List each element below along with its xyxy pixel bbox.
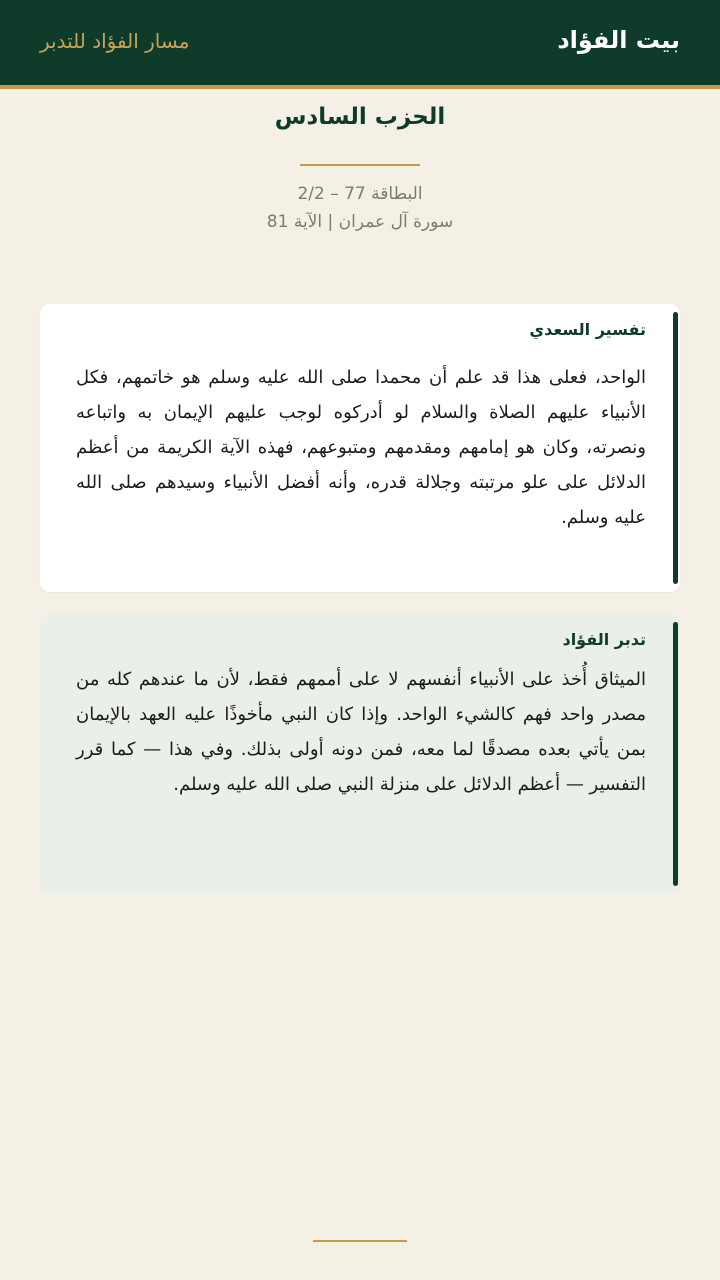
app-header [0, 0, 720, 85]
card-accent-bar [673, 622, 678, 886]
tafsir-heading: تفسير السعدي [529, 320, 646, 339]
tadabbur-card [40, 614, 680, 894]
bottom-divider [313, 1240, 407, 1242]
tafsir-card [40, 304, 680, 592]
section-title: الحزب السادس [274, 104, 446, 130]
app-subtitle: مسار الفؤاد للتدبر [40, 29, 190, 53]
card-info: البطاقة 77 – 2/2 [297, 184, 423, 204]
header-divider [0, 85, 720, 89]
title-divider [300, 164, 420, 166]
tadabbur-heading: تدبر الفؤاد [562, 630, 646, 649]
tafsir-text: الواحد، فعلى هذا قد علم أن محمدا صلى الله عليه وسلم هو خاتمهم، فكل الأنبياء عليهم الصلاة والسلام لو أدركوه لوجب عليهم الإيمان به واتباعه ونصرته، وكان هو إمامهم ومقدمهم ومتبوعهم، فهذه الآية الكريمة من أعظم الدلائل على علو مرتبته وجلالة قدره، وأنه أفضل الأنبياء وسيدهم صلى الله عليه وسلم. [76, 367, 646, 528]
card-accent-bar [673, 312, 678, 584]
tadabbur-text: الميثاق أُخذ على الأنبياء أنفسهم لا على أممهم فقط، لأن ما عندهم كله من مصدر واحد فهم كالشيء الواحد. وإذا كان النبي مأخوذًا عليه العهد بالإيمان بمن يأتي بعده مصدقًا لما معه، فمن دونه أولى بذلك. وفي هذا — كما قرر التفسير — أعظم الدلائل على منزلة النبي صلى الله عليه وسلم. [76, 669, 646, 795]
section-header [0, 104, 720, 236]
verse-reference: سورة آل عمران | الآية 81 [266, 212, 454, 232]
app-title[interactable]: بيت الفؤاد [557, 26, 680, 54]
